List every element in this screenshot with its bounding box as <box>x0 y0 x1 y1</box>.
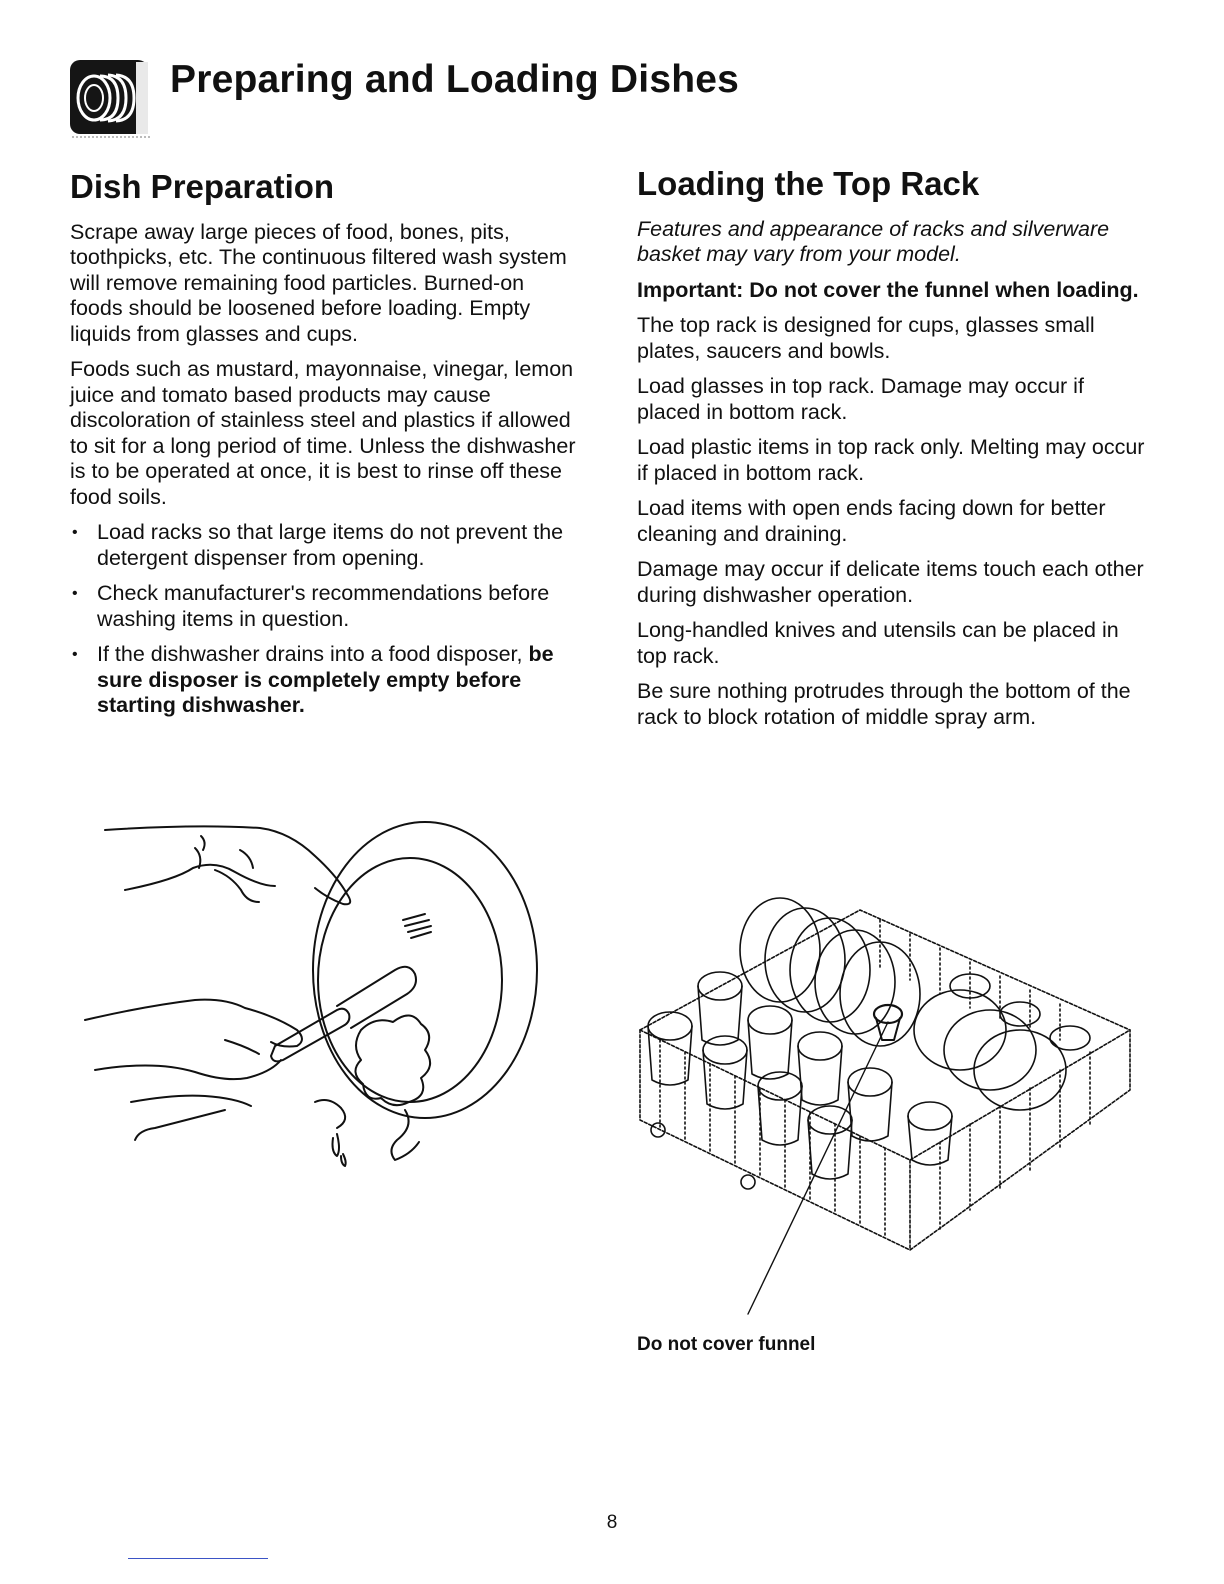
scraping-plate-illustration <box>75 810 555 1180</box>
loading-top-rack-heading: Loading the Top Rack <box>637 165 980 202</box>
top-rack-paragraph: Damage may occur if delicate items touch each other during dishwasher operation. <box>637 557 1144 607</box>
model-variation-note: Features and appearance of racks and silverware basket may vary from your model. <box>637 216 1110 267</box>
top-rack-paragraph: The top rack is designed for cups, glasses small plates, saucers and bowls. <box>637 313 1095 363</box>
dish-prep-paragraph-2: Foods such as mustard, mayonnaise, vinegar, lemon juice and tomato based products may cause discoloration of stainless steel and plastics if allowed to sit for a long period of time. Unless the dishwasher is to be operated at once, it is best to rinse off these food soils. <box>70 357 576 509</box>
dish-preparation-section <box>70 168 580 729</box>
funnel-callout-caption: Do not cover funnel <box>637 1334 816 1355</box>
page-number: 8 <box>606 1512 618 1533</box>
bullet-item: • Load racks so that large items do not prevent the detergent dispenser from opening. <box>70 520 580 571</box>
dish-preparation-heading: Dish Preparation <box>70 168 335 205</box>
top-rack-illustration <box>630 890 1140 1330</box>
bullet-warning-text: be sure disposer is completely empty before starting dishwasher. <box>97 642 554 718</box>
top-rack-paragraph: Load glasses in top rack. Damage may occur if placed in bottom rack. <box>637 374 1084 424</box>
important-funnel-note: Important: Do not cover the funnel when loading. <box>637 277 1139 302</box>
top-rack-paragraph: Long-handled knives and utensils can be placed in top rack. <box>637 618 1119 668</box>
bullet-item: • Check manufacturer's recommendations before washing items in question. <box>70 581 580 632</box>
loading-top-rack-section <box>637 165 1147 740</box>
dish-prep-paragraph-1: Scrape away large pieces of food, bones, pits, toothpicks, etc. The continuous filtered wash system will remove remaining food particles. Burned-on foods should be loosened before loading. Empty liquids from glasses and cups. <box>70 219 567 346</box>
page-title: Preparing and Loading Dishes <box>170 58 740 101</box>
footer-link-underline <box>128 1558 268 1559</box>
bullet-text: If the dishwasher drains into a food disposer, <box>97 642 529 667</box>
bullet-item <box>70 642 580 719</box>
stacked-dishes-icon <box>70 60 150 140</box>
dish-prep-bullet-list <box>70 520 580 719</box>
top-rack-paragraph: Load plastic items in top rack only. Melting may occur if placed in bottom rack. <box>637 435 1145 485</box>
top-rack-paragraph: Be sure nothing protrudes through the bottom of the rack to block rotation of middle spray arm. <box>637 679 1131 729</box>
top-rack-paragraph: Load items with open ends facing down for better cleaning and draining. <box>637 496 1106 546</box>
